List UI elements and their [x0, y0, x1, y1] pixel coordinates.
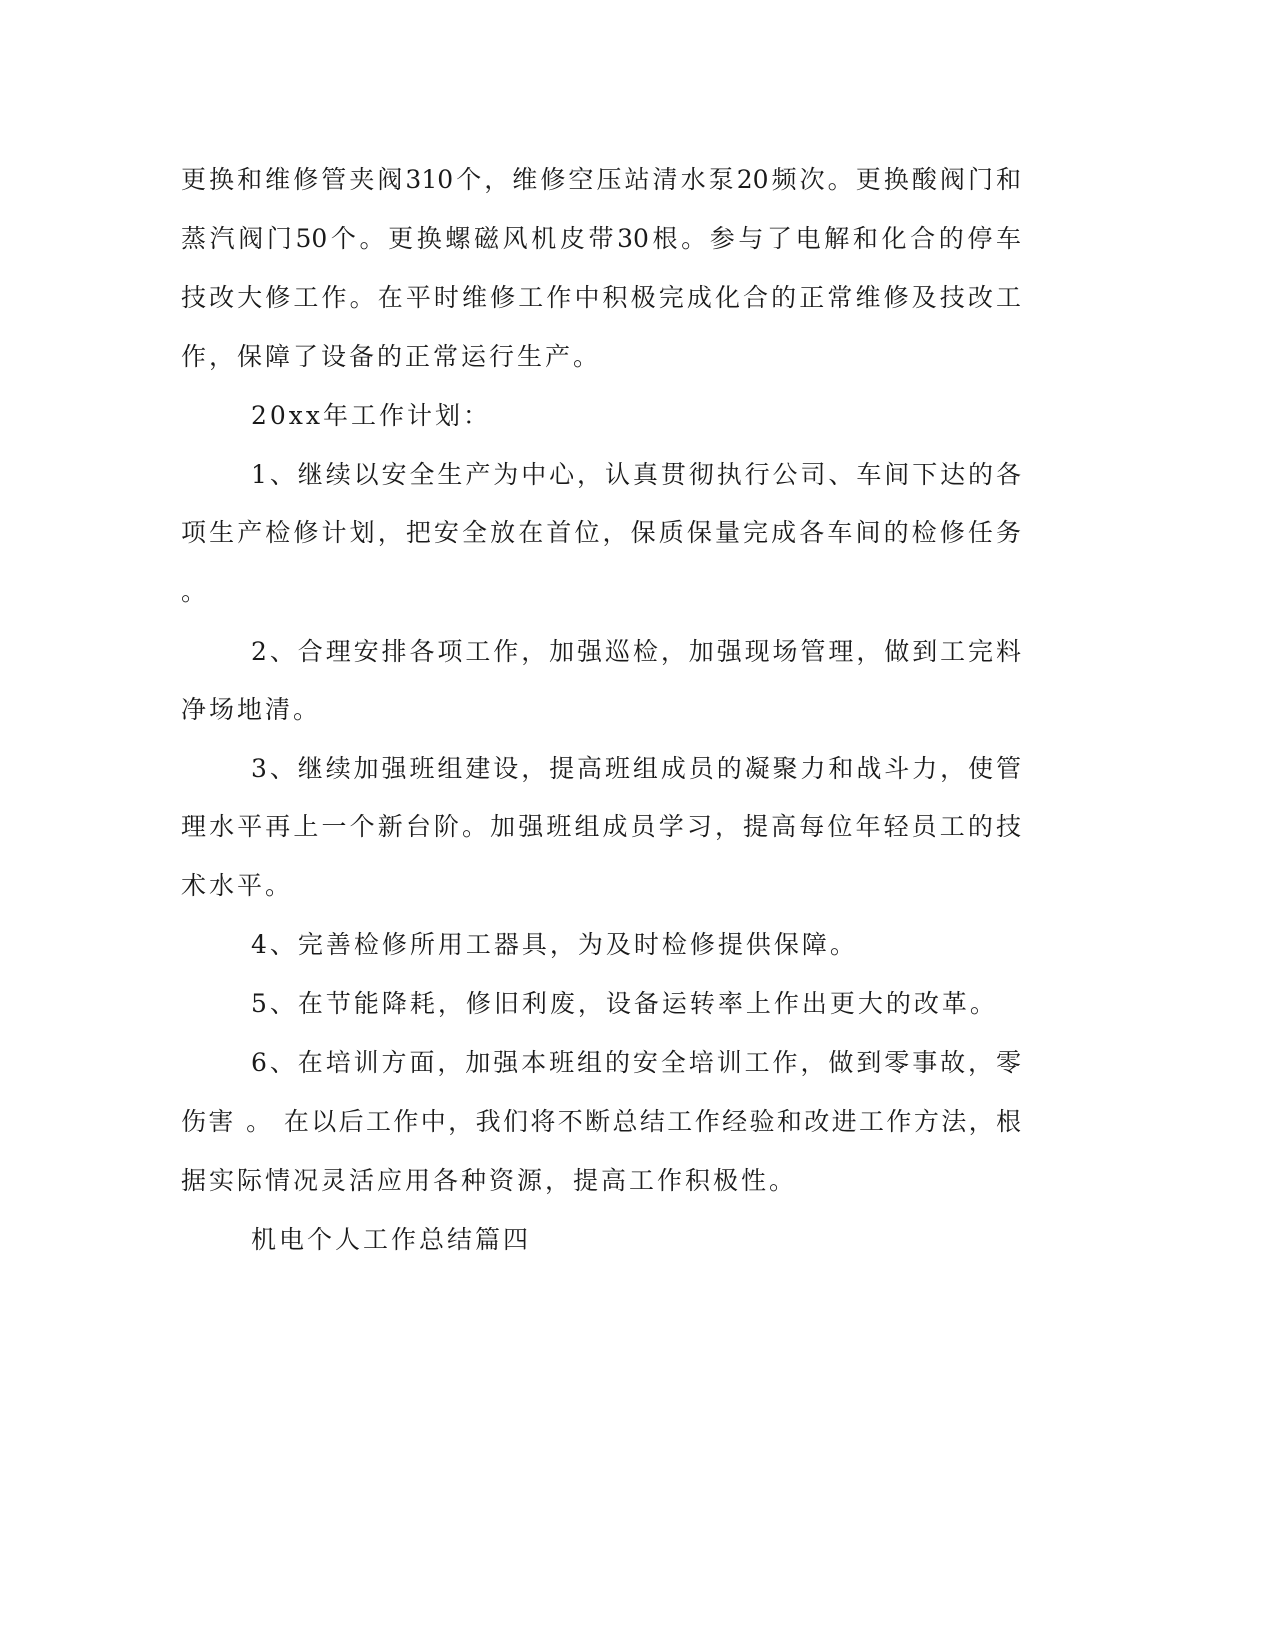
- text-line: 据实际情况灵活应用各种资源，提高工作积极性。: [181, 1166, 798, 1195]
- plan-item-5: 5、在节能降耗，修旧利废，设备运转率上作出更大的改革。: [251, 989, 998, 1018]
- text-line: 。: [181, 577, 207, 606]
- text-line: 项生产检修计划，把安全放在首位，保质保量完成各车间的检修任务: [181, 518, 1021, 547]
- text-line: 2、合理安排各项工作，加强巡检，加强现场管理，做到工完料: [251, 637, 1021, 666]
- text-line: 蒸汽阀门50个。更换螺磁风机皮带30根。参与了电解和化合的停车: [181, 224, 1021, 253]
- text-line: 3、继续加强班组建设，提高班组成员的凝聚力和战斗力，使管: [251, 754, 1021, 783]
- text-line: 1、继续以安全生产为中心，认真贯彻执行公司、车间下达的各: [251, 460, 1021, 489]
- text-line: 6、在培训方面，加强本班组的安全培训工作，做到零事故，零: [251, 1048, 1021, 1077]
- text-line: 更换和维修管夹阀310个，维修空压站清水泵20频次。更换酸阀门和: [181, 165, 1022, 194]
- section-title-part-four: 机电个人工作总结篇四: [251, 1225, 532, 1254]
- text-line: 术水平。: [181, 871, 294, 900]
- text-line: 伤害 。 在以后工作中，我们将不断总结工作经验和改进工作方法，根: [181, 1107, 1021, 1136]
- section-heading-work-plan: 20xx年工作计划：: [251, 401, 492, 430]
- text-line: 净场地清。: [181, 695, 322, 724]
- text-line: 技改大修工作。在平时维修工作中积极完成化合的正常维修及技改工: [181, 283, 1021, 312]
- plan-item-4: 4、完善检修所用工器具，为及时检修提供保障。: [251, 930, 858, 959]
- text-line: 理水平再上一个新台阶。加强班组成员学习，提高每位年轻员工的技: [181, 812, 1021, 841]
- text-line: 作，保障了设备的正常运行生产。: [181, 342, 602, 371]
